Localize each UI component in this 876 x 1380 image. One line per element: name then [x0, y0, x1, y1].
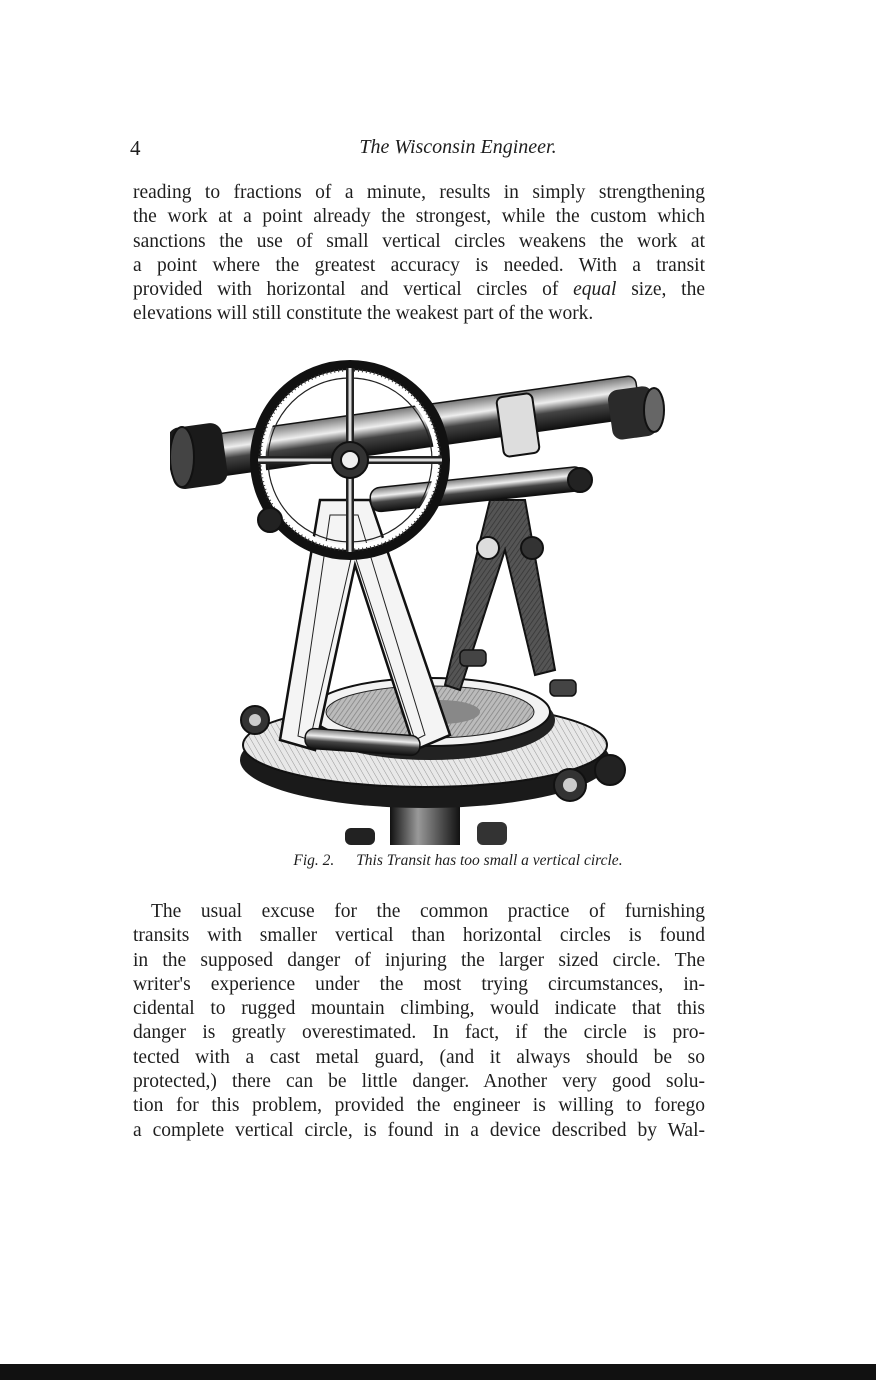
text-line: elevations will still constitute the weakest part of the work.: [133, 303, 594, 325]
text-line: a point where the greatest accuracy is needed. With a transit: [133, 254, 705, 276]
text-line: The usual excuse for the common practice of furnishing: [151, 901, 705, 922]
paragraph-1: [133, 181, 705, 327]
running-title: The Wisconsin Engineer.: [359, 136, 557, 158]
text-line: [133, 278, 705, 302]
emphasis-equal: equal: [573, 279, 617, 301]
level-vial: [369, 466, 585, 512]
figure-caption-text: This Transit has too small a vertical circle.: [356, 852, 623, 869]
text-line: transits with smaller vertical than horizontal circles is found: [133, 925, 705, 947]
text-line: the work at a point already the strongest, while the custom which: [133, 206, 705, 228]
text-line: protected,) there can be little danger. Another very good solu-: [133, 1071, 705, 1093]
transit-illustration: [170, 350, 670, 845]
text-line: a complete vertical circle, is found in a device described by Wal-: [133, 1119, 705, 1141]
text-fragment: size, the: [631, 279, 705, 301]
text-line: tected with a cast metal guard, (and it always should be so: [133, 1046, 705, 1068]
page-number: 4: [130, 136, 141, 160]
text-line: cidental to rugged mountain climbing, would indicate that this: [133, 998, 705, 1020]
text-line: tion for this problem, provided the engineer is willing to forego: [133, 1095, 705, 1117]
scan-border: [0, 1364, 876, 1380]
text-line: writer's experience under the most trying circumstances, in-: [133, 973, 705, 995]
vertical-circle: [255, 365, 445, 555]
figure-label: Fig. 2.: [293, 852, 335, 869]
text-line: danger is greatly overestimated. In fact, if the circle is pro-: [133, 1022, 705, 1044]
text-line: reading to fractions of a minute, results in simply strengthening: [133, 182, 705, 203]
text-line: in the supposed danger of injuring the larger sized circle. The: [133, 949, 705, 971]
figure-caption: [0, 852, 876, 870]
text-fragment: provided with horizontal and vertical circles of: [133, 279, 559, 301]
paragraph-2: [133, 900, 705, 1143]
text-line: sanctions the use of small vertical circles weakens the work at: [133, 230, 705, 252]
